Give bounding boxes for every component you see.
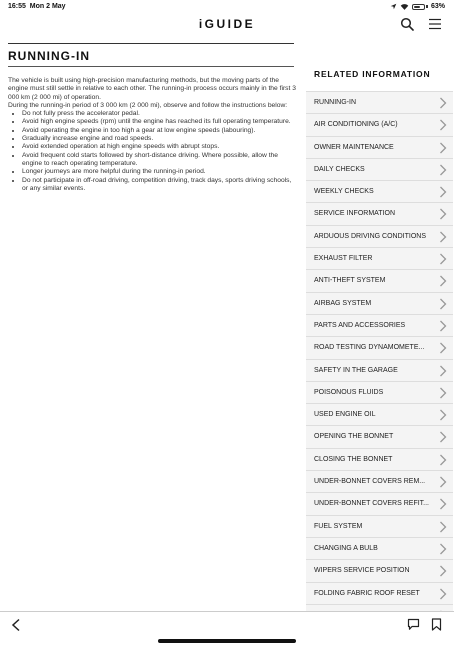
related-item[interactable] [306,203,453,225]
related-item[interactable] [306,114,453,136]
bottom-toolbar [0,611,454,650]
chevron-right-icon [439,119,447,131]
chevron-right-icon [439,342,447,354]
related-item-label: POISONOUS FLUIDS [314,388,384,396]
instruction-item: • Avoid operating the engine in too high a gear at low engine speeds (labouring). [22,127,296,135]
related-item-label: UNDER-BONNET COVERS REM... [314,478,426,486]
related-item[interactable] [306,337,453,359]
related-item[interactable] [306,426,453,448]
related-item-label: PARTS AND ACCESSORIES [314,321,406,329]
chevron-right-icon [439,387,447,399]
related-item-label: RUNNING-IN [314,99,356,106]
related-item[interactable] [306,583,453,605]
title-divider [8,66,294,67]
related-item-label: EXHAUST FILTER [314,255,373,263]
related-item-label: ARDUOUS DRIVING CONDITIONS [314,232,427,240]
related-item[interactable] [306,226,453,248]
related-item-label: ROAD TESTING DYNAMOMETE... [314,344,425,352]
battery-icon [412,4,425,10]
instruction-item: • Gradually increase engine and road speeds. [22,135,296,143]
status-clock: 16:55 [8,3,26,10]
related-item-label: USED ENGINE OIL [314,411,376,419]
instruction-item: • Longer journeys are more helpful during the running-in period. [22,168,296,176]
related-item[interactable] [306,493,453,515]
related-item-label: AIR CONDITIONING (A/C) [314,121,398,129]
comment-icon[interactable] [407,618,420,631]
instruction-item: • Do not participate in off-road driving, competition driving, track days, sports driving schools, or any similar events. [22,177,296,194]
battery-level [414,6,420,8]
chevron-right-icon [439,186,447,198]
related-item-label: UNDER-BONNET COVERS REFIT... [314,500,429,508]
status-bar [0,0,454,13]
instruction-list [8,110,296,193]
related-item[interactable] [306,248,453,270]
chevron-right-icon [439,521,447,533]
content-top-divider [8,43,294,44]
chevron-left-icon[interactable] [10,618,22,632]
related-item[interactable] [306,92,453,114]
related-item-label: FOLDING FABRIC ROOF RESET [314,589,420,597]
battery-tip [426,5,428,8]
app-title: iGUIDE [198,17,256,31]
chevron-right-icon [439,253,447,265]
chevron-right-icon [439,320,447,332]
status-indicators [390,3,445,10]
related-item[interactable] [306,137,453,159]
chevron-right-icon [439,454,447,466]
related-item-label: OPENING THE BONNET [314,433,394,441]
home-indicator[interactable] [158,639,296,643]
related-item[interactable] [306,181,453,203]
search-icon[interactable] [400,17,414,31]
instruction-item: • Do not fully press the accelerator pedal. [22,110,296,118]
chevron-right-icon [439,231,447,243]
bookmark-icon[interactable] [431,618,442,631]
chevron-right-icon [439,543,447,555]
related-item[interactable] [306,538,453,560]
related-item-label: CHANGING A BULB [314,544,378,552]
related-item[interactable] [306,560,453,582]
chevron-right-icon [439,431,447,443]
chevron-right-icon [439,97,447,109]
related-item-label: OWNER MAINTENANCE [314,143,394,151]
related-item-label: SERVICE INFORMATION [314,210,396,218]
status-date: Mon 2 May [29,3,66,10]
article-paragraph: During the running-in period of 3 000 km (2 000 mi), observe and follow the instructions below: [8,101,288,109]
status-time [8,3,66,10]
related-item[interactable] [306,471,453,493]
wifi-icon [400,3,409,10]
related-item[interactable] [306,159,453,181]
chevron-right-icon [439,565,447,577]
chevron-right-icon [439,588,447,600]
related-item[interactable] [306,315,453,337]
nav-bar [0,13,454,35]
related-list [306,92,453,627]
related-item-label: WIPERS SERVICE POSITION [314,567,410,575]
sidebar-heading: RELATED INFORMATION [306,58,453,92]
related-item[interactable] [306,516,453,538]
related-item[interactable] [306,270,453,292]
related-item-label: AIRBAG SYSTEM [314,299,372,307]
article-paragraph: The vehicle is built using high-precision manufacturing methods, but the moving parts of the engine must still settle in relative to each other. The running-in process occurs mainly in the first 3 000 km (2 000 mi) of operation. [8,77,296,101]
battery-percent: 63% [430,3,445,10]
page-title: RUNNING-IN [8,49,90,63]
chevron-right-icon [439,476,447,488]
related-item-label: CLOSING THE BONNET [314,455,393,463]
related-item[interactable] [306,293,453,315]
chevron-right-icon [439,498,447,510]
chevron-right-icon [439,275,447,287]
related-item-label: ANTI-THEFT SYSTEM [314,277,386,285]
location-icon [390,3,397,10]
chevron-right-icon [439,365,447,377]
related-item[interactable] [306,360,453,382]
related-item-label: WEEKLY CHECKS [314,188,374,196]
instruction-item: • Avoid extended operation at high engine speeds with abrupt stops. [22,143,296,151]
related-item[interactable] [306,382,453,404]
chevron-right-icon [439,164,447,176]
related-item[interactable] [306,449,453,471]
instruction-item: • Avoid frequent cold starts followed by short-distance driving. Where possible, allow the engine to reach operating temperature. [22,152,296,169]
related-item-label: FUEL SYSTEM [314,522,363,530]
related-information-sidebar [306,58,453,627]
chevron-right-icon [439,142,447,154]
chevron-right-icon [439,298,447,310]
related-item-label: SAFETY IN THE GARAGE [314,366,398,374]
related-item-label: DAILY CHECKS [314,165,365,173]
chevron-right-icon [439,208,447,220]
instruction-item: • Avoid high engine speeds (rpm) until the engine has reached its full operating temperature. [22,118,296,126]
related-item[interactable] [306,404,453,426]
chevron-right-icon [439,409,447,421]
article-body [8,77,296,193]
menu-icon[interactable] [428,18,442,30]
